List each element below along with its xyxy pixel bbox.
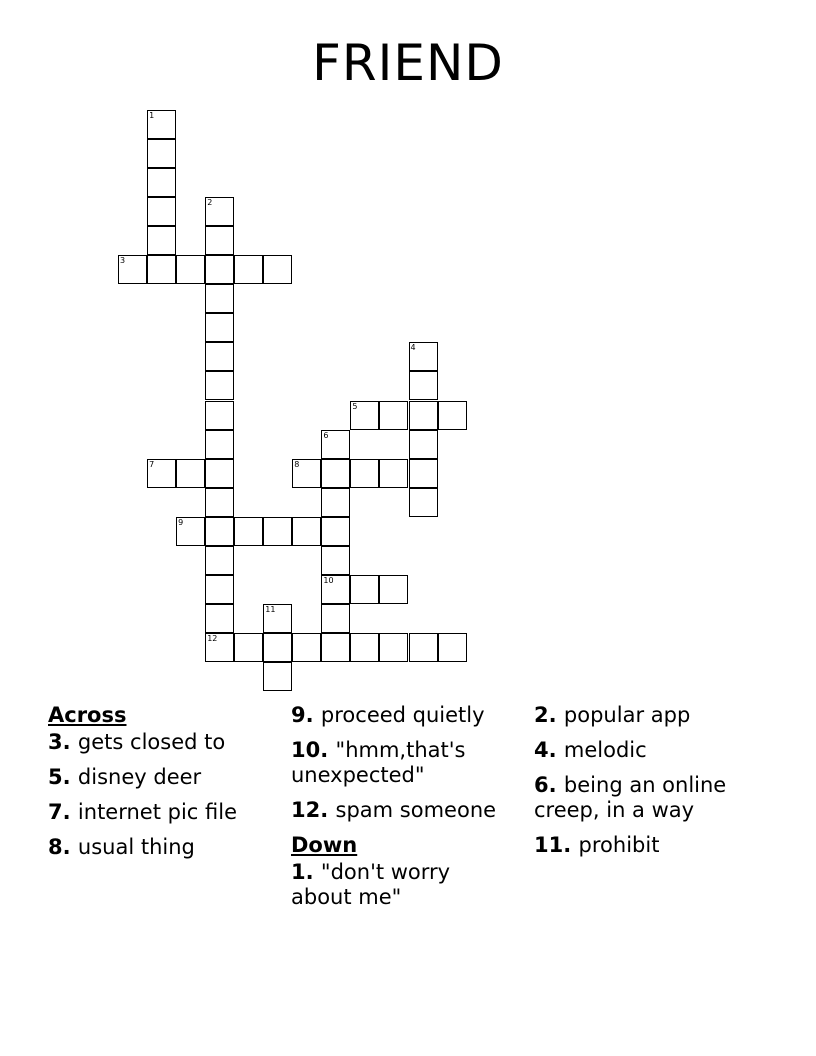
grid-cell[interactable] bbox=[205, 459, 234, 488]
grid-cell[interactable] bbox=[234, 633, 263, 662]
clue-across-7: 7. internet pic file bbox=[48, 800, 237, 824]
clue-number: 1 bbox=[149, 111, 155, 120]
grid-cell[interactable] bbox=[263, 255, 292, 284]
clue-across-8: 8. usual thing bbox=[48, 835, 195, 859]
grid-cell[interactable] bbox=[263, 662, 292, 691]
puzzle-title: FRIEND bbox=[312, 34, 504, 92]
grid-cell[interactable] bbox=[205, 575, 234, 604]
grid-cell[interactable] bbox=[234, 255, 263, 284]
down-header: Down bbox=[291, 833, 358, 857]
grid-cell[interactable] bbox=[147, 168, 176, 197]
grid-cell[interactable] bbox=[147, 197, 176, 226]
grid-cell[interactable] bbox=[147, 139, 176, 168]
clue-down-11: 11. prohibit bbox=[534, 833, 660, 857]
grid-cell[interactable] bbox=[321, 604, 350, 633]
grid-cell[interactable] bbox=[321, 517, 350, 546]
grid-cell[interactable] bbox=[147, 459, 176, 488]
clue-column-1 bbox=[48, 703, 248, 870]
grid-cell[interactable] bbox=[292, 633, 321, 662]
grid-cell[interactable] bbox=[176, 517, 205, 546]
clue-number: 6 bbox=[323, 430, 329, 440]
grid-cell[interactable] bbox=[176, 255, 205, 284]
grid-cell[interactable] bbox=[205, 546, 234, 575]
grid-cell[interactable] bbox=[205, 226, 234, 255]
clue-number: 7 bbox=[149, 459, 155, 469]
clue-across-5: 5. disney deer bbox=[48, 765, 202, 789]
grid-cell[interactable] bbox=[409, 371, 438, 400]
clue-down-6: 6. being an online creep, in a way bbox=[534, 773, 727, 822]
grid-cell[interactable] bbox=[292, 459, 321, 488]
clue-number: 9 bbox=[178, 517, 184, 527]
grid-cell[interactable] bbox=[379, 459, 408, 488]
clue-across-10: 10. "hmm,that's unexpected" bbox=[291, 738, 466, 787]
grid-cell[interactable] bbox=[205, 517, 234, 546]
clue-number: 10 bbox=[323, 575, 334, 585]
clue-number: 11 bbox=[265, 604, 276, 614]
grid-cell[interactable] bbox=[350, 633, 379, 662]
clue-column-2 bbox=[291, 703, 516, 920]
clue-down-1: 1. "don't worry about me" bbox=[291, 860, 451, 909]
clue-across-3: 3. gets closed to bbox=[48, 730, 226, 754]
clue-number: 5 bbox=[352, 401, 358, 411]
grid-cell[interactable] bbox=[205, 313, 234, 342]
grid-cell[interactable] bbox=[205, 604, 234, 633]
grid-cell[interactable] bbox=[205, 371, 234, 400]
grid-cell[interactable] bbox=[205, 401, 234, 430]
grid-cell[interactable] bbox=[147, 110, 176, 139]
across-header: Across bbox=[48, 703, 127, 727]
grid-cell[interactable] bbox=[409, 488, 438, 517]
grid-cell[interactable] bbox=[205, 284, 234, 313]
grid-cell[interactable] bbox=[321, 633, 350, 662]
grid-cell[interactable] bbox=[409, 459, 438, 488]
grid-cell[interactable] bbox=[263, 633, 292, 662]
grid-cell[interactable] bbox=[205, 342, 234, 371]
grid-cell[interactable] bbox=[321, 488, 350, 517]
grid-cell[interactable] bbox=[321, 430, 350, 459]
grid-cell[interactable] bbox=[205, 488, 234, 517]
grid-cell[interactable] bbox=[321, 459, 350, 488]
clue-column-3 bbox=[534, 703, 749, 868]
grid-cell[interactable] bbox=[205, 633, 234, 662]
grid-cell[interactable] bbox=[379, 401, 408, 430]
grid-cell[interactable] bbox=[292, 517, 321, 546]
grid-cell[interactable] bbox=[438, 633, 467, 662]
grid-cell[interactable] bbox=[263, 604, 292, 633]
clue-number: 2 bbox=[207, 198, 213, 208]
clue-down-2: 2. popular app bbox=[534, 703, 691, 727]
grid-cell[interactable] bbox=[379, 633, 408, 662]
clue-across-9: 9. proceed quietly bbox=[291, 703, 485, 727]
grid-cell[interactable] bbox=[147, 255, 176, 284]
grid-cell[interactable] bbox=[409, 401, 438, 430]
clue-number: 8 bbox=[294, 459, 300, 469]
grid-cell[interactable] bbox=[176, 459, 205, 488]
grid-cell[interactable] bbox=[409, 342, 438, 371]
clue-down-4: 4. melodic bbox=[534, 738, 647, 762]
grid-cell[interactable] bbox=[409, 430, 438, 459]
grid-cell[interactable] bbox=[147, 226, 176, 255]
grid-cell[interactable] bbox=[321, 546, 350, 575]
grid-cell[interactable] bbox=[350, 401, 379, 430]
grid-cell[interactable] bbox=[234, 517, 263, 546]
grid-cell[interactable] bbox=[438, 401, 467, 430]
grid-cell[interactable] bbox=[350, 459, 379, 488]
grid-cell[interactable] bbox=[205, 255, 234, 284]
grid-cell[interactable] bbox=[205, 430, 234, 459]
grid-cell[interactable] bbox=[409, 633, 438, 662]
grid-cell[interactable] bbox=[379, 575, 408, 604]
clue-across-12: 12. spam someone bbox=[291, 798, 497, 822]
clue-number: 12 bbox=[207, 633, 218, 643]
grid-cell[interactable] bbox=[321, 575, 350, 604]
clue-number: 4 bbox=[410, 343, 416, 353]
grid-cell[interactable] bbox=[205, 197, 234, 226]
clue-number: 3 bbox=[120, 256, 126, 266]
grid-cell[interactable] bbox=[350, 575, 379, 604]
grid-cell[interactable] bbox=[263, 517, 292, 546]
grid-cell[interactable] bbox=[118, 255, 147, 284]
